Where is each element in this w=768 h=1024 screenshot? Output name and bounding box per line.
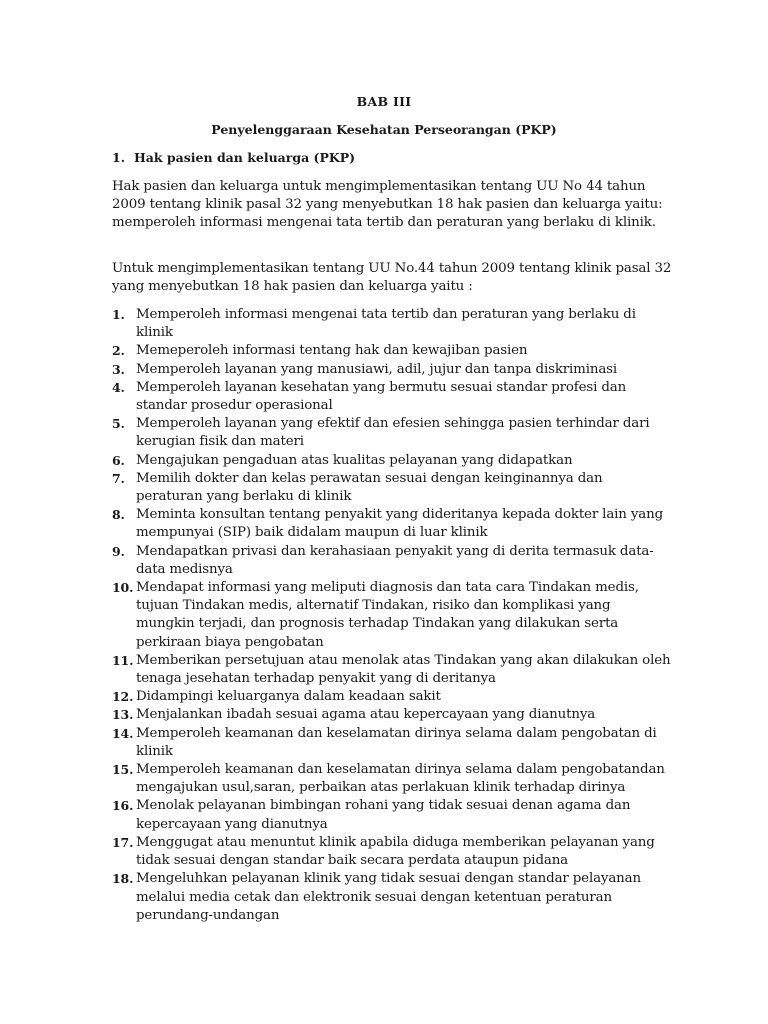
list-item-number: 1. — [112, 307, 125, 322]
list-item-text: Menjalankan ibadah sesuai agama atau kepercayaan yang dianutnya — [136, 707, 596, 723]
list-item-number: 15. — [112, 762, 134, 778]
list-item — [112, 543, 672, 579]
list-item — [112, 706, 672, 724]
list-item-text: Mendapat informasi yang meliputi diagnosis dan tata cara Tindakan medis, tujuan Tindakan medis, alternatif Tindakan, risiko dan komplikasi yang mungkin terjadi, dan prognosis terhadap Tindakan yang dilakukan serta perkiraan biaya pengobatan — [136, 580, 639, 650]
list-item-text: Memberikan persetujuan atau menolak atas Tindakan yang akan dilakukan oleh tenaga jesehatan terhadap penyakit yang di deritanya — [136, 652, 671, 687]
list-item — [112, 797, 672, 833]
list-item-text: Mendapatkan privasi dan kerahasiaan penyakit yang di derita termasuk data-data medisnya — [136, 543, 654, 577]
list-item-text: Menggugat atau menuntut klinik apabila diduga memberikan pelayanan yang tidak sesuai dengan standar baik secara perdata ataupun pidana — [136, 834, 655, 869]
list-item — [112, 506, 672, 542]
list-item — [112, 579, 672, 652]
list-item-number: 17. — [112, 834, 134, 850]
lead-paragraph: Untuk mengimplementasikan tentang UU No.44 tahun 2009 tentang klinik pasal 32 yang menyebutkan 18 hak pasien dan keluarga yaitu : — [112, 261, 672, 294]
list-item-text: Didampingi keluarganya dalam keadaan sakit — [136, 689, 441, 705]
list-item — [112, 725, 672, 761]
list-item — [112, 470, 672, 506]
list-item — [112, 688, 672, 706]
list-item-number: 4. — [112, 379, 125, 395]
list-item-text: Memilih dokter dan kelas perawatan sesuai dengan keinginannya dan peraturan yang berlaku di klinik — [136, 470, 603, 505]
list-item-number: 10. — [112, 580, 134, 596]
list-item-text: Meminta konsultan tentang penyakit yang dideritanya kepada dokter lain yang mempunyai (SIP) baik didalam maupun di luar klinik — [136, 507, 664, 541]
list-item-text: Memperoleh informasi mengenai tata tertib dan peraturan yang berlaku di klinik — [136, 307, 636, 341]
section-title: Hak pasien dan keluarga (PKP) — [134, 150, 356, 165]
list-item — [112, 379, 672, 415]
list-item-number: 13. — [112, 707, 134, 723]
list-item-text: Memperoleh layanan yang efektif dan efesien sehingga pasien terhindar dari kerugian fisik dan materi — [136, 416, 650, 450]
list-item-text: Memperoleh layanan kesehatan yang bermutu sesuai standar profesi dan standar prosedur operasional — [136, 379, 627, 414]
list-item-number: 5. — [112, 416, 125, 432]
list-item-text: Memperoleh keamanan dan keselamatan dirinya selama dalam pengobatan di klinik — [136, 725, 657, 759]
list-item-number: 6. — [112, 452, 125, 468]
list-item — [112, 452, 672, 470]
list-item-number: 18. — [112, 871, 134, 887]
list-item-text: Memperoleh keamanan dan keselamatan dirinya selama dalam pengobatandan mengajukan usul,saran, perbaikan atas perlakuan klinik terhadap dirinya — [136, 762, 665, 796]
list-item — [112, 361, 672, 379]
list-item — [112, 652, 672, 688]
list-item — [112, 306, 672, 342]
intro-paragraph: Hak pasien dan keluarga untuk mengimplementasikan tentang UU No 44 tahun 2009 tentang klinik pasal 32 yang menyebutkan 18 hak pasien dan keluarga yaitu: memperoleh informasi mengenai tata tertib dan peraturan yang berlaku di klinik. — [112, 179, 663, 230]
list-item-number: 3. — [112, 361, 125, 377]
list-item — [112, 761, 672, 797]
list-item — [112, 415, 672, 451]
list-item-number: 8. — [112, 507, 125, 523]
list-item — [112, 834, 672, 870]
list-item-number: 14. — [112, 725, 134, 741]
list-item-text: Mengeluhkan pelayanan klinik yang tidak sesuai dengan standar pelayanan melalui media cetak dan elektronik sesuai dengan ketentuan peraturan perundang-undangan — [136, 871, 641, 923]
rights-list — [112, 306, 672, 925]
list-item — [112, 342, 672, 360]
list-item-number: 9. — [112, 543, 125, 559]
section-heading — [112, 150, 355, 165]
list-item-number: 7. — [112, 470, 125, 486]
section-number: 1. — [112, 150, 126, 165]
document-title: Penyelenggaraan Kesehatan Perseorangan (PKP) — [211, 122, 557, 137]
list-item-text: Memperoleh layanan yang manusiawi, adil, jujur dan tanpa diskriminasi — [136, 361, 618, 377]
list-item-number: 12. — [112, 689, 134, 705]
list-item — [112, 870, 672, 925]
list-item-number: 11. — [112, 652, 134, 668]
list-item-number: 16. — [112, 798, 134, 814]
list-item-number: 2. — [112, 343, 125, 359]
chapter-heading: BAB III — [356, 94, 412, 109]
list-item-text: Memeperoleh informasi tentang hak dan kewajiban pasien — [136, 343, 528, 359]
list-item-text: Mengajukan pengaduan atas kualitas pelayanan yang didapatkan — [136, 452, 573, 468]
list-item-text: Menolak pelayanan bimbingan rohani yang tidak sesuai denan agama dan kepercayaan yang dianutnya — [136, 798, 631, 832]
